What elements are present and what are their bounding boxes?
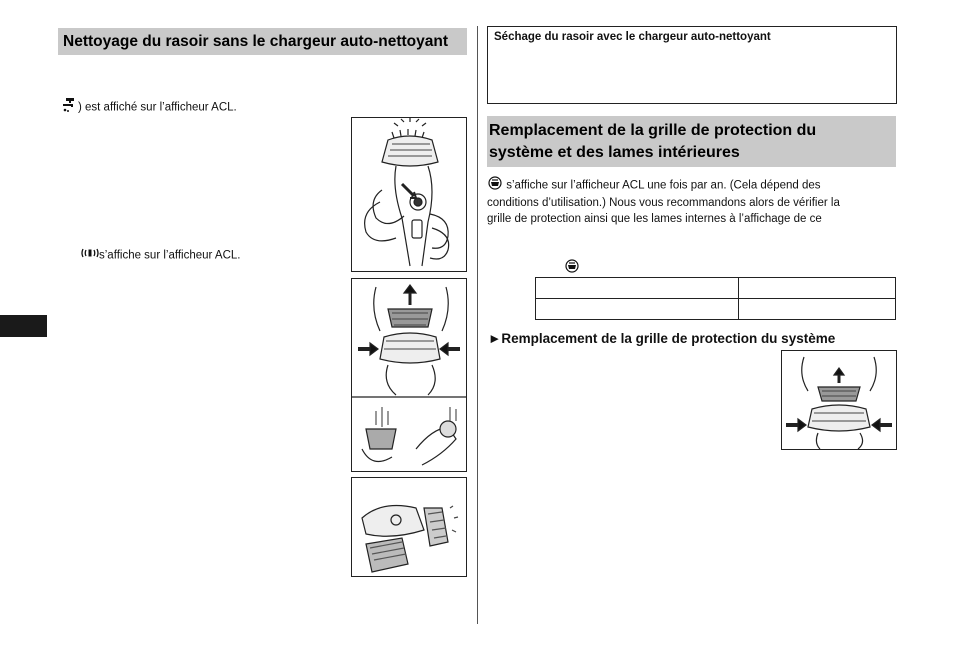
subheading-marker: ►	[488, 331, 502, 346]
shaver-replace-icon-small	[564, 259, 580, 278]
illustration-dry-parts	[351, 477, 467, 577]
replacement-paragraph	[487, 176, 887, 227]
table-cell	[536, 278, 739, 299]
para-line-1: conditions d’utilisation.) Nous vous recommandons alors de vérifier la	[487, 197, 840, 209]
para-line-2: grille de protection ainsi que les lames internes à l’affichage de ce	[487, 213, 822, 225]
illustration-remove-frame	[351, 278, 467, 472]
right-heading-line2: système et des lames intérieures	[489, 144, 740, 161]
right-heading	[487, 116, 896, 167]
replacement-table	[535, 277, 896, 320]
subheading-frame-replacement	[488, 330, 835, 347]
para-line-0: s’affiche sur l’afficheur ACL une fois par an. (Cela dépend des	[506, 179, 821, 192]
subheading-text: Remplacement de la grille de protection du système	[501, 331, 836, 346]
vibration-line-text: s’affiche sur l’afficheur ACL.	[99, 249, 241, 262]
drying-info-box	[487, 26, 897, 104]
left-heading: Nettoyage du rasoir sans le chargeur auto-nettoyant	[58, 28, 467, 55]
faucet-line-text: ) est affiché sur l’afficheur ACL.	[78, 101, 237, 114]
table-cell	[739, 278, 896, 299]
table-cell	[739, 299, 896, 320]
vibration-line	[81, 247, 240, 264]
illustration-replace-frame	[781, 350, 897, 450]
right-heading-line1: Remplacement de la grille de protection du	[489, 122, 817, 139]
table-cell	[536, 299, 739, 320]
faucet-line	[60, 97, 237, 118]
illustration-rinse-shaver	[351, 117, 467, 272]
drying-box-title: Séchage du rasoir avec le chargeur auto-nettoyant	[494, 31, 771, 43]
table-row	[536, 299, 896, 320]
faucet-icon	[60, 97, 78, 118]
section-tab-marker	[0, 315, 47, 337]
column-divider	[477, 26, 478, 624]
table-row	[536, 278, 896, 299]
shaver-replace-icon	[487, 176, 503, 195]
vibration-icon	[81, 247, 99, 264]
